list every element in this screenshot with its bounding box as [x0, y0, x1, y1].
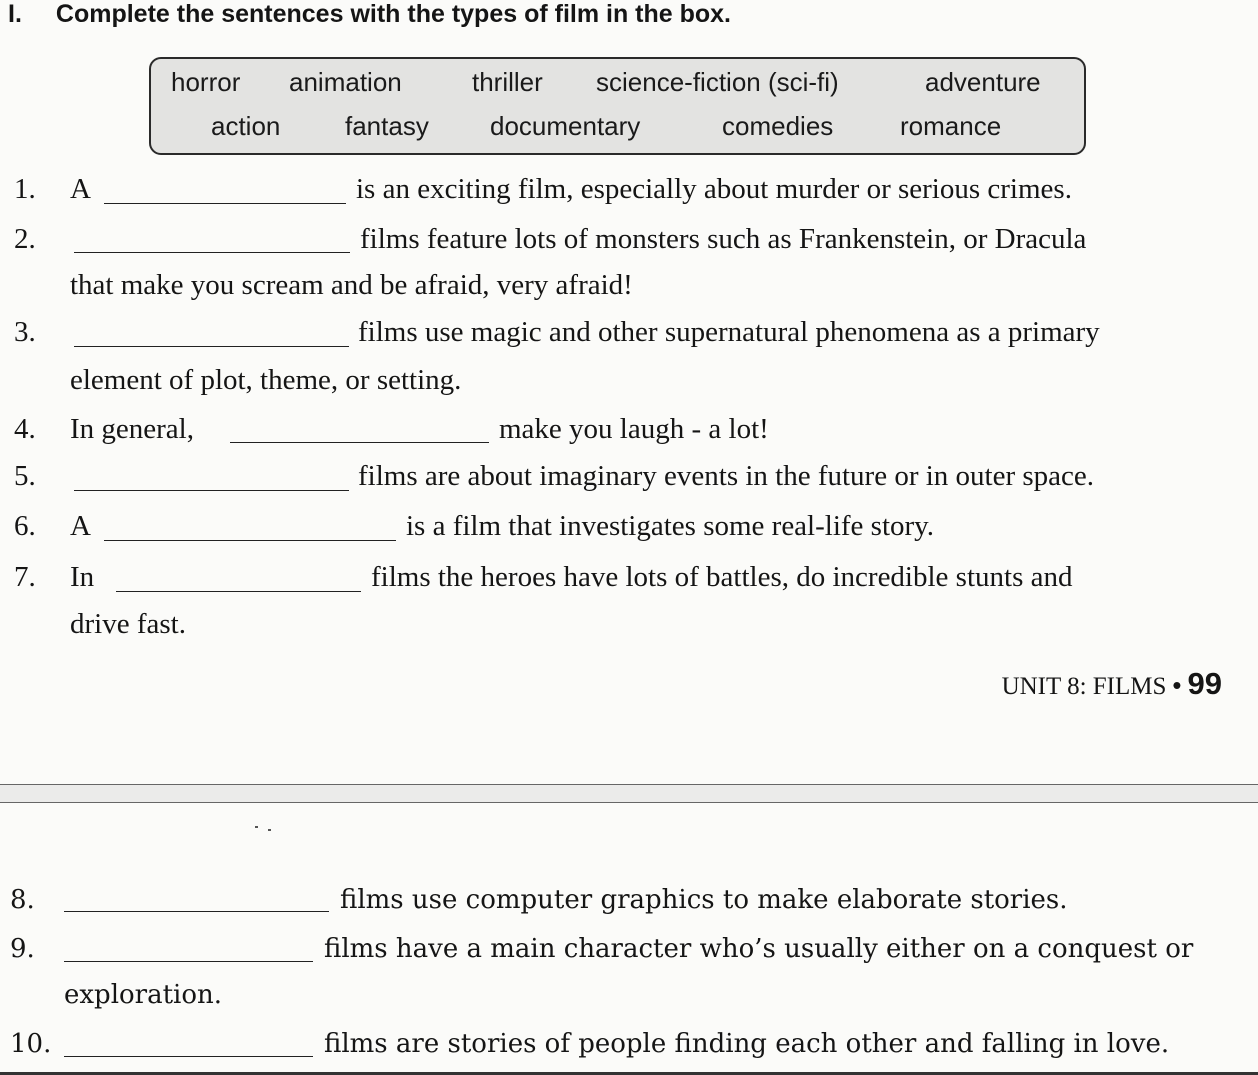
answer-blank-9[interactable]: [64, 961, 313, 962]
item-text: is an exciting film, especially about murder or serious crimes.: [356, 173, 1072, 205]
answer-blank-10[interactable]: [64, 1056, 313, 1057]
item-text: films the heroes have lots of battles, do incredible stunts and: [371, 561, 1073, 593]
word-option: comedies: [722, 111, 834, 141]
item-prefix: In: [70, 561, 95, 593]
item-number: 4.: [14, 413, 36, 445]
item-text: make you laugh - a lot!: [499, 413, 769, 445]
item-text: is a film that investigates some real-life story.: [406, 510, 935, 542]
word-box: [149, 57, 1086, 155]
page-footer: [1002, 666, 1222, 702]
scan-speck: [268, 829, 271, 831]
instruction-number: I.: [8, 0, 22, 28]
item-number: 3.: [14, 316, 36, 348]
item-number: 10.: [10, 1029, 52, 1059]
item-text: films are about imaginary events in the future or in outer space.: [358, 460, 1095, 492]
item-prefix: A: [70, 510, 91, 542]
item-text: films feature lots of monsters such as Frankenstein, or Dracula: [360, 223, 1087, 255]
word-option: documentary: [490, 111, 641, 141]
item-prefix: A: [70, 173, 91, 205]
item-text: films use magic and other supernatural phenomena as a primary: [358, 316, 1100, 348]
answer-blank-5[interactable]: [74, 490, 349, 491]
answer-blank-3[interactable]: [74, 346, 349, 347]
answer-blank-1[interactable]: [104, 203, 346, 204]
word-option: science-fiction (sci-fi): [596, 67, 839, 97]
answer-blank-8[interactable]: [64, 911, 329, 912]
item-number: 6.: [14, 510, 36, 542]
word-option: horror: [171, 67, 241, 97]
instruction: [8, 0, 731, 29]
item-number: 2.: [14, 223, 36, 255]
word-option: romance: [900, 111, 1002, 141]
word-option: animation: [289, 67, 402, 97]
item-text: films use computer graphics to make elaborate stories.: [340, 885, 1068, 915]
page-number: 99: [1187, 666, 1222, 701]
scan-speck: [255, 826, 258, 828]
word-option: fantasy: [345, 111, 429, 141]
item-text: films have a main character who’s usually either on a conquest or: [324, 934, 1194, 964]
item-number: 1.: [14, 173, 36, 205]
unit-label: UNIT 8: FILMS: [1001, 673, 1167, 700]
item-continuation: element of plot, theme, or setting.: [70, 364, 462, 396]
item-text: films are stories of people finding each other and falling in love.: [324, 1029, 1170, 1059]
page-divider: [0, 784, 1258, 803]
answer-blank-4[interactable]: [230, 442, 489, 443]
item-continuation: that make you scream and be afraid, very afraid!: [70, 269, 633, 301]
word-option: adventure: [925, 67, 1041, 97]
word-option: thriller: [472, 67, 543, 97]
answer-blank-2[interactable]: [74, 252, 350, 253]
word-option: action: [211, 111, 281, 141]
item-number: 7.: [14, 561, 36, 593]
item-continuation: drive fast.: [70, 608, 186, 640]
answer-blank-7[interactable]: [116, 591, 361, 592]
item-prefix: In general,: [70, 413, 194, 445]
footer-bullet: •: [1172, 670, 1182, 700]
item-number: 9.: [10, 934, 35, 964]
item-continuation: exploration.: [64, 980, 223, 1010]
item-number: 8.: [10, 885, 35, 915]
instruction-text: Complete the sentences with the types of film in the box.: [55, 0, 732, 28]
answer-blank-6[interactable]: [104, 540, 396, 541]
item-number: 5.: [14, 460, 36, 492]
